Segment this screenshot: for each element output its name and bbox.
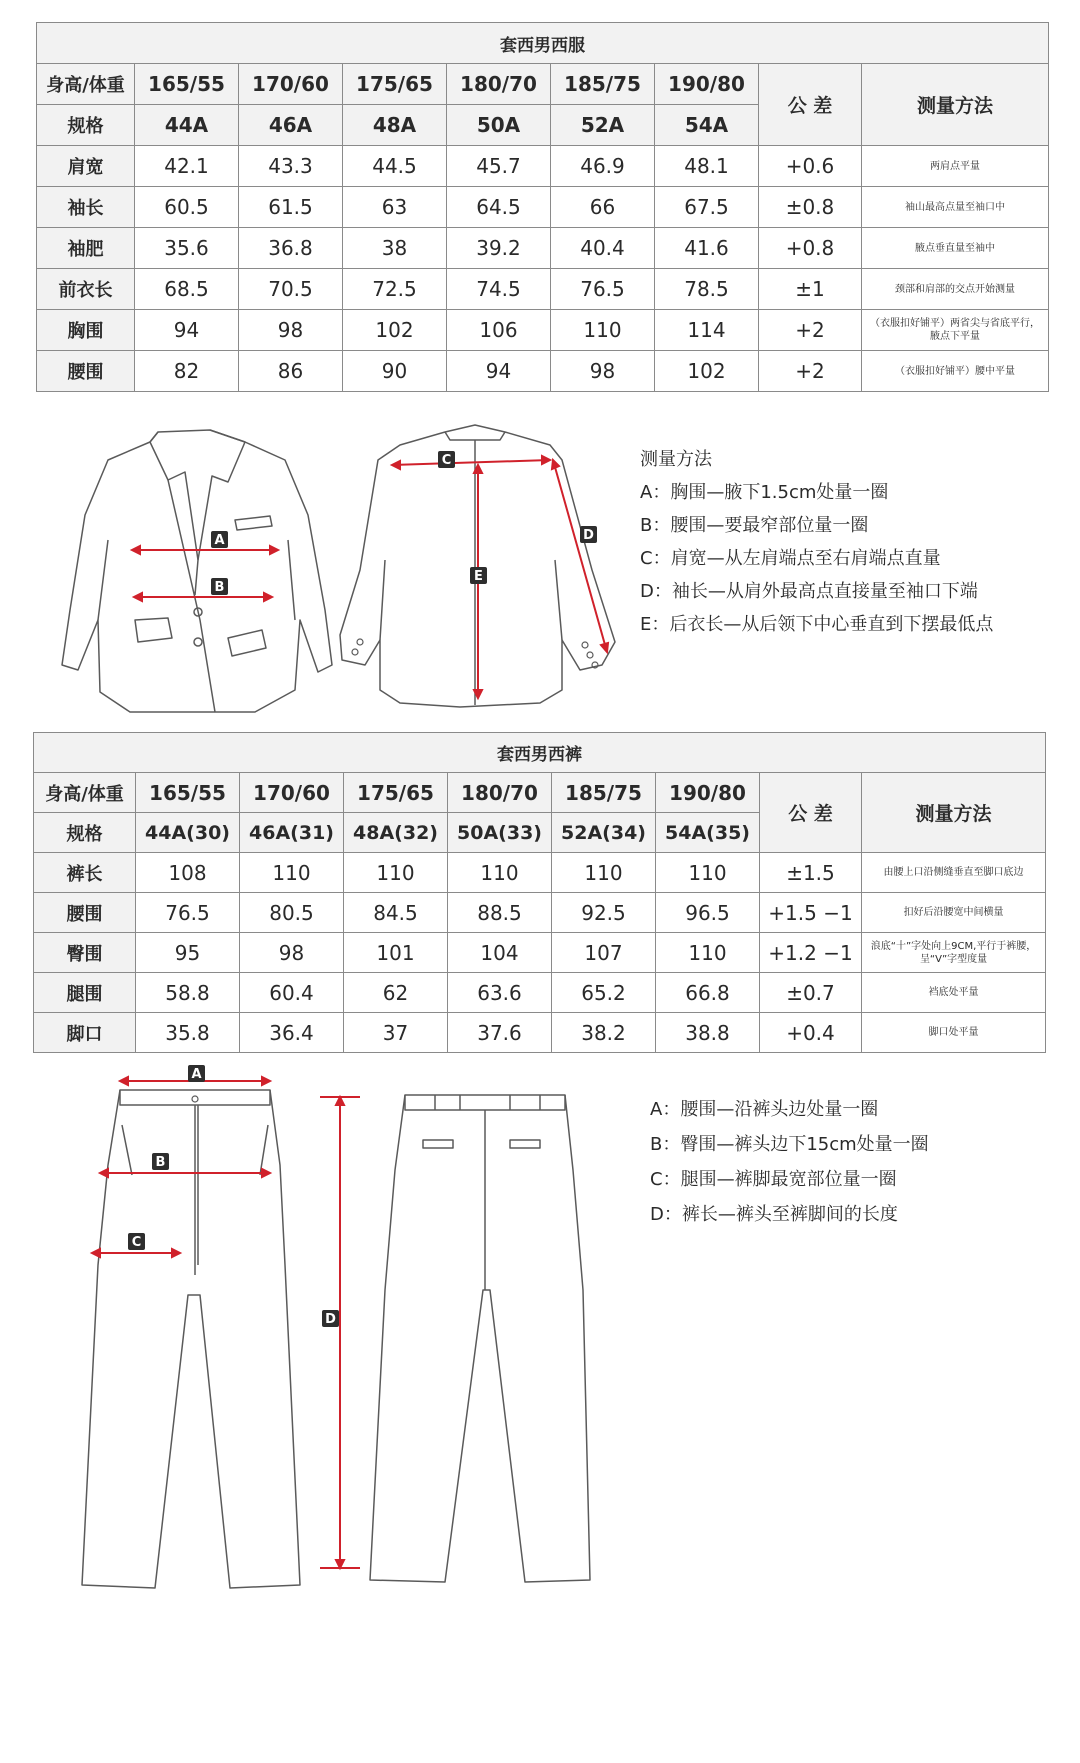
spec-header: 54A [655, 105, 759, 146]
svg-text:A: A [191, 1067, 202, 1082]
jacket-table-title: 套西男西服 [37, 23, 1049, 64]
tolerance-value: ±0.7 [760, 973, 862, 1013]
size-header: 180/70 [448, 773, 552, 813]
cell-value: 101 [344, 933, 448, 973]
marker-d [322, 1310, 339, 1327]
cell-value: 96.5 [656, 893, 760, 933]
cell-value: 46.9 [551, 146, 655, 187]
cell-value: 66.8 [656, 973, 760, 1013]
cell-value: 95 [136, 933, 240, 973]
jacket-back-sketch [330, 420, 630, 715]
cell-value: 43.3 [239, 146, 343, 187]
row-label: 肩宽 [37, 146, 135, 187]
cell-value: 38.2 [552, 1013, 656, 1053]
method-text: 脚口处平量 [862, 1013, 1046, 1053]
spec-header: 46A(31) [240, 813, 344, 853]
table-row [37, 351, 1049, 392]
cell-value: 58.8 [136, 973, 240, 1013]
marker-c [438, 451, 455, 468]
cell-value: 36.4 [240, 1013, 344, 1053]
cell-value: 110 [344, 853, 448, 893]
row-label: 胸围 [37, 310, 135, 351]
tolerance-value: ±1.5 [760, 853, 862, 893]
cell-value: 68.5 [135, 269, 239, 310]
method-text: （衣服扣好铺平）两省尖与省底平行，腋点下平量 [862, 310, 1049, 351]
cell-value: 48.1 [655, 146, 759, 187]
cell-value: 90 [343, 351, 447, 392]
height-weight-label: 身高/体重 [34, 773, 136, 813]
method-text: 两肩点平量 [862, 146, 1049, 187]
method-text: 浪底“十”字处向上9CM,平行于裤腰，呈“V”字型度量 [862, 933, 1046, 973]
row-label: 腰围 [34, 893, 136, 933]
svg-text:A: A [214, 533, 225, 548]
method-text: （衣服扣好铺平）腰中平量 [862, 351, 1049, 392]
row-label: 腿围 [34, 973, 136, 1013]
svg-text:B: B [214, 580, 225, 595]
cell-value: 98 [240, 933, 344, 973]
legend-item: A：腰围—沿裤头边处量一圈 [650, 1099, 879, 1120]
size-header: 165/55 [136, 773, 240, 813]
cell-value: 35.6 [135, 228, 239, 269]
cell-value: 107 [552, 933, 656, 973]
cell-value: 78.5 [655, 269, 759, 310]
cell-value: 76.5 [551, 269, 655, 310]
cell-value: 41.6 [655, 228, 759, 269]
cell-value: 106 [447, 310, 551, 351]
marker-e [470, 567, 487, 584]
cell-value: 60.5 [135, 187, 239, 228]
cell-value: 84.5 [344, 893, 448, 933]
cell-value: 40.4 [551, 228, 655, 269]
size-header: 170/60 [240, 773, 344, 813]
cell-value: 102 [343, 310, 447, 351]
legend-item: E：后衣长—从后领下中心垂直到下摆最低点 [640, 614, 994, 635]
pants-measure-legend [650, 1092, 929, 1232]
tolerance-header: 公 差 [759, 64, 862, 146]
cell-value: 110 [552, 853, 656, 893]
table-row [34, 933, 1046, 973]
cell-value: 61.5 [239, 187, 343, 228]
size-header: 185/75 [552, 773, 656, 813]
legend-item: A：胸围—腋下1.5cm处量一圈 [640, 482, 889, 503]
method-text: 由腰上口沿侧缝垂直至脚口底边 [862, 853, 1046, 893]
tolerance-value: +2 [759, 310, 862, 351]
tolerance-value: +1.2 −1 [760, 933, 862, 973]
cell-value: 110 [551, 310, 655, 351]
cell-value: 42.1 [135, 146, 239, 187]
table-row [37, 187, 1049, 228]
spec-header: 48A(32) [344, 813, 448, 853]
jacket-size-table [36, 22, 1049, 392]
cell-value: 102 [655, 351, 759, 392]
table-row [37, 269, 1049, 310]
cell-value: 38.8 [656, 1013, 760, 1053]
spec-header: 44A(30) [136, 813, 240, 853]
table-row [34, 973, 1046, 1013]
cell-value: 37.6 [448, 1013, 552, 1053]
method-text: 腋点垂直量至袖中 [862, 228, 1049, 269]
pants-table-title: 套西男西裤 [34, 733, 1046, 773]
cell-value: 70.5 [239, 269, 343, 310]
cell-value: 65.2 [552, 973, 656, 1013]
marker-d [580, 526, 597, 543]
cell-value: 108 [136, 853, 240, 893]
pants-back-sketch [315, 1090, 605, 1590]
method-text: 颈部和肩部的交点开始测量 [862, 269, 1049, 310]
cell-value: 110 [448, 853, 552, 893]
row-label: 腰围 [37, 351, 135, 392]
cell-value: 62 [344, 973, 448, 1013]
pants-size-table [33, 732, 1046, 1053]
height-weight-label: 身高/体重 [37, 64, 135, 105]
size-header: 175/65 [344, 773, 448, 813]
size-header: 190/80 [655, 64, 759, 105]
method-header: 测量方法 [862, 773, 1046, 853]
jacket-measure-legend [640, 443, 993, 641]
table-row [34, 1013, 1046, 1053]
tolerance-value: +0.6 [759, 146, 862, 187]
size-header: 185/75 [551, 64, 655, 105]
cell-value: 39.2 [447, 228, 551, 269]
cell-value: 94 [135, 310, 239, 351]
method-text: 裆底处平量 [862, 973, 1046, 1013]
spec-header: 46A [239, 105, 343, 146]
size-header: 190/80 [656, 773, 760, 813]
spec-header: 52A(34) [552, 813, 656, 853]
tolerance-value: ±0.8 [759, 187, 862, 228]
tolerance-value: +1.5 −1 [760, 893, 862, 933]
marker-a [188, 1065, 205, 1082]
legend-item: B：臀围—裤头边下15cm处量一圈 [650, 1134, 929, 1155]
cell-value: 38 [343, 228, 447, 269]
cell-value: 36.8 [239, 228, 343, 269]
table-row [34, 853, 1046, 893]
legend-item: C：腿围—裤脚最宽部位量一圈 [650, 1169, 897, 1190]
spec-header: 50A [447, 105, 551, 146]
cell-value: 74.5 [447, 269, 551, 310]
tolerance-value: +0.4 [760, 1013, 862, 1053]
cell-value: 98 [239, 310, 343, 351]
legend-item: D：袖长—从肩外最高点直接量至袖口下端 [640, 581, 978, 602]
cell-value: 64.5 [447, 187, 551, 228]
row-label: 袖长 [37, 187, 135, 228]
spec-header: 44A [135, 105, 239, 146]
spec-header: 50A(33) [448, 813, 552, 853]
svg-text:B: B [155, 1155, 166, 1170]
row-label: 脚口 [34, 1013, 136, 1053]
table-row [34, 893, 1046, 933]
legend-item: D：裤长—裤头至裤脚间的长度 [650, 1204, 898, 1225]
cell-value: 110 [656, 853, 760, 893]
cell-value: 86 [239, 351, 343, 392]
size-header: 170/60 [239, 64, 343, 105]
svg-text:C: C [441, 453, 452, 468]
cell-value: 98 [551, 351, 655, 392]
cell-value: 63.6 [448, 973, 552, 1013]
tolerance-value: ±1 [759, 269, 862, 310]
cell-value: 94 [447, 351, 551, 392]
marker-b [211, 578, 228, 595]
cell-value: 63 [343, 187, 447, 228]
tolerance-value: +2 [759, 351, 862, 392]
table-row [37, 228, 1049, 269]
spec-header: 52A [551, 105, 655, 146]
svg-text:D: D [583, 528, 594, 543]
jacket-front-sketch [50, 420, 340, 715]
row-label: 袖肥 [37, 228, 135, 269]
cell-value: 44.5 [343, 146, 447, 187]
table-row [37, 310, 1049, 351]
cell-value: 66 [551, 187, 655, 228]
spec-label: 规格 [34, 813, 136, 853]
pants-front-sketch [70, 1065, 320, 1595]
row-label: 裤长 [34, 853, 136, 893]
cell-value: 110 [656, 933, 760, 973]
row-label: 臀围 [34, 933, 136, 973]
cell-value: 60.4 [240, 973, 344, 1013]
cell-value: 72.5 [343, 269, 447, 310]
size-header: 175/65 [343, 64, 447, 105]
cell-value: 82 [135, 351, 239, 392]
cell-value: 37 [344, 1013, 448, 1053]
cell-value: 92.5 [552, 893, 656, 933]
legend-title: 测量方法 [640, 449, 712, 470]
legend-item: B：腰围—要最窄部位量一圈 [640, 515, 869, 536]
tolerance-value: +0.8 [759, 228, 862, 269]
svg-text:E: E [474, 569, 483, 584]
cell-value: 114 [655, 310, 759, 351]
marker-c [128, 1233, 145, 1250]
cell-value: 110 [240, 853, 344, 893]
spec-label: 规格 [37, 105, 135, 146]
cell-value: 104 [448, 933, 552, 973]
cell-value: 80.5 [240, 893, 344, 933]
size-header: 165/55 [135, 64, 239, 105]
tolerance-header: 公 差 [760, 773, 862, 853]
method-text: 袖山最高点量至袖口中 [862, 187, 1049, 228]
svg-text:C: C [131, 1235, 142, 1250]
marker-b [152, 1153, 169, 1170]
method-text: 扣好后沿腰宽中间横量 [862, 893, 1046, 933]
table-row [37, 146, 1049, 187]
spec-header: 48A [343, 105, 447, 146]
method-header: 测量方法 [862, 64, 1049, 146]
svg-text:D: D [325, 1312, 336, 1327]
cell-value: 35.8 [136, 1013, 240, 1053]
marker-a [211, 531, 228, 548]
cell-value: 76.5 [136, 893, 240, 933]
size-header: 180/70 [447, 64, 551, 105]
spec-header: 54A(35) [656, 813, 760, 853]
legend-item: C：肩宽—从左肩端点至右肩端点直量 [640, 548, 941, 569]
cell-value: 88.5 [448, 893, 552, 933]
row-label: 前衣长 [37, 269, 135, 310]
cell-value: 67.5 [655, 187, 759, 228]
cell-value: 45.7 [447, 146, 551, 187]
